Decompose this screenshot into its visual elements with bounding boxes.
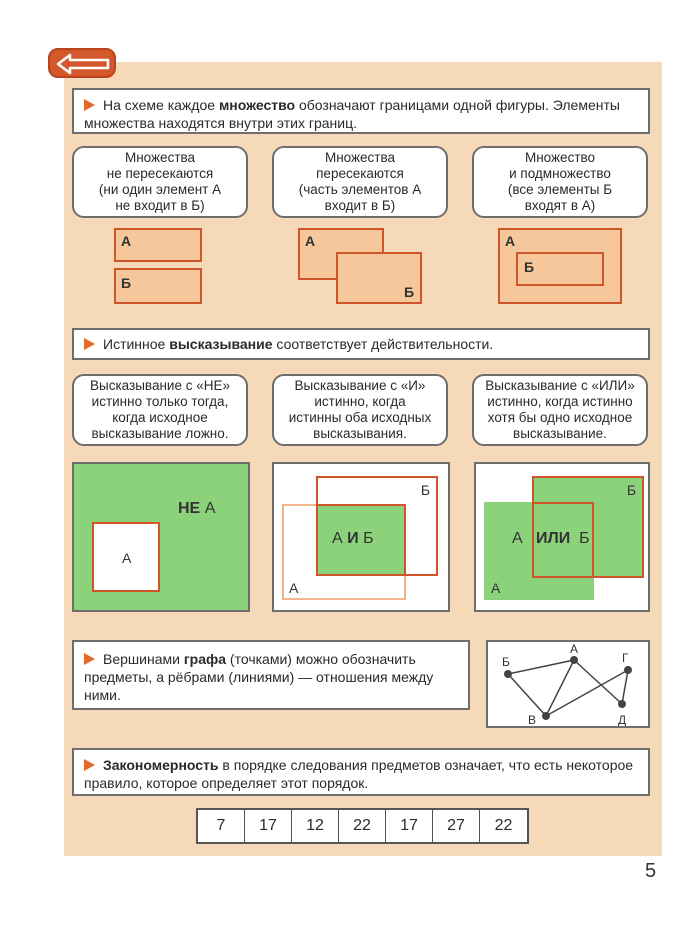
- or-diagram: [474, 462, 650, 612]
- bullet-arrow-icon: [84, 338, 95, 350]
- graph-vertex: [570, 656, 578, 664]
- set-b-square: Б: [316, 476, 438, 576]
- not-diagram: [72, 462, 250, 612]
- page-number: 5: [645, 860, 657, 882]
- pattern-definition: Закономерность в порядке следования предметов означает, что есть некоторое правило, которое определяет этот порядок.: [72, 748, 650, 796]
- logic-card-not: Высказывание с «НЕ» истинно только тогда, когда исходное высказывание ложно.: [72, 374, 248, 446]
- graph-edge: [508, 674, 546, 716]
- set-a-square: А: [92, 522, 160, 592]
- sequence-cell: 22: [494, 817, 513, 834]
- bullet-arrow-icon: [84, 653, 95, 665]
- logic-card-and: Высказывание с «И» истинно, когда истинны оба исходных высказывания.: [272, 374, 448, 446]
- logic-card-or: Высказывание с «ИЛИ» истинно, когда истинно хотя бы одно исходное высказывание.: [472, 374, 648, 446]
- graph-edge: [622, 670, 628, 704]
- set-card-subset: Множество и подмножество (все элементы Б входят в А): [472, 146, 648, 218]
- set-a-disjoint: А: [114, 228, 202, 262]
- vertex-label: В: [528, 713, 537, 726]
- not-label: НЕ А: [178, 500, 216, 517]
- sequence-cell: 22: [339, 810, 386, 842]
- set-a-square: А: [484, 502, 594, 600]
- graph-edge: [508, 660, 574, 674]
- set-b-disjoint: Б: [114, 268, 202, 304]
- sequence-cell: 27: [433, 810, 480, 842]
- sequence-cell: 17: [245, 810, 292, 842]
- back-arrow-icon: [54, 53, 112, 75]
- back-button[interactable]: [48, 48, 116, 78]
- statement-definition: Истинное высказывание соответствует действительности.: [72, 328, 650, 360]
- bullet-arrow-icon: [84, 99, 95, 111]
- number-sequence: [196, 808, 529, 844]
- sequence-cell: 17: [386, 810, 433, 842]
- set-card-disjoint: Множества не пересекаются (ни один элемент А не входит в Б): [72, 146, 248, 218]
- set-card-intersecting: Множества пересекаются (часть элементов А входит в Б): [272, 146, 448, 218]
- and-diagram: [272, 462, 450, 612]
- vertex-label: Д: [618, 713, 627, 726]
- graph-vertex: [542, 712, 550, 720]
- set-b-subset: Б: [516, 252, 604, 286]
- vertex-label: А: [570, 642, 579, 656]
- set-a-intersect: А: [298, 228, 384, 280]
- or-label: А ИЛИ Б: [512, 530, 590, 547]
- graph-definition: Вершинами графа (точками) можно обозначить предметы, а рёбрами (линиями) — отношения между ними.: [72, 640, 470, 710]
- graph-vertex: [504, 670, 512, 678]
- set-b-square: Б: [532, 476, 644, 578]
- graph-edge: [574, 660, 622, 704]
- vertex-label: Б: [502, 655, 510, 669]
- sequence-cell: 7: [198, 810, 245, 842]
- graph-vertex: [624, 666, 632, 674]
- sequence-cell: 12: [292, 810, 339, 842]
- set-a-square: А: [282, 504, 406, 600]
- set-b-intersect: Б: [336, 252, 422, 304]
- graph-diagram: [486, 640, 650, 728]
- bullet-arrow-icon: [84, 759, 95, 771]
- vertex-label: Г: [622, 651, 629, 665]
- intersection-area: А И Б: [316, 504, 406, 576]
- graph-vertex: [618, 700, 626, 708]
- sets-definition: На схеме каждое множество обозначают границами одной фигуры. Элементы множества находятся внутри этих границ.: [72, 88, 650, 134]
- set-a-superset: А: [498, 228, 622, 304]
